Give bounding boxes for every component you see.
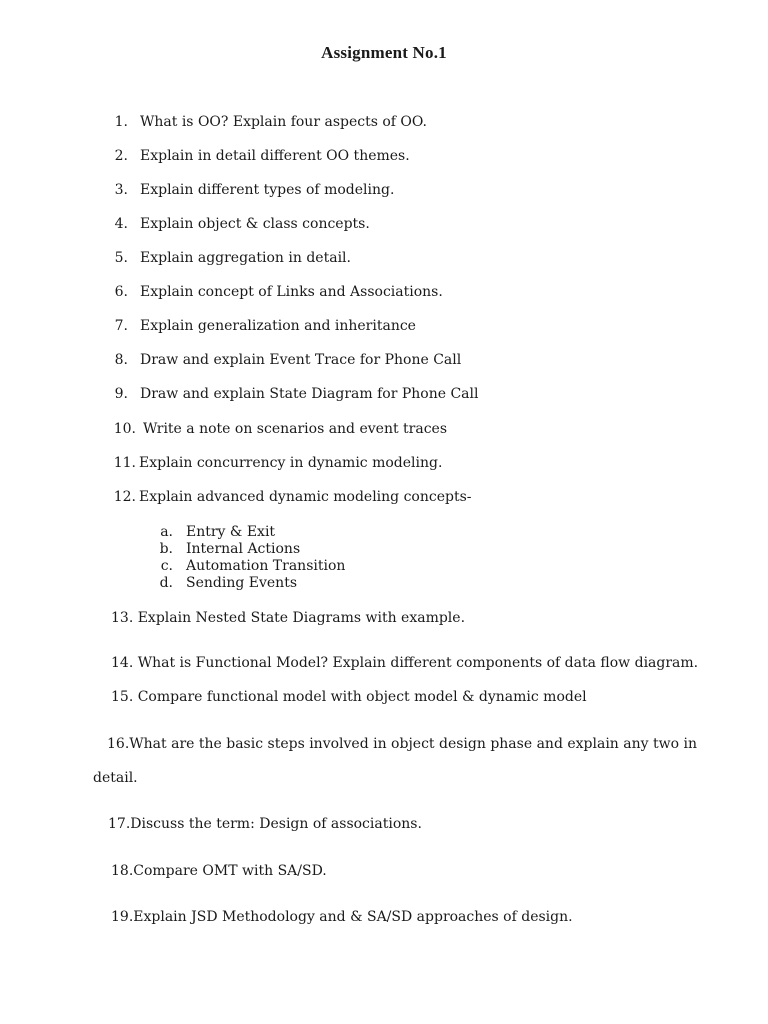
sub-item-letter: d. xyxy=(159,575,173,591)
item-number: 3. xyxy=(114,182,128,198)
list-item: 15. Compare functional model with object model & dynamic model xyxy=(111,689,587,705)
item-text: Explain aggregation in detail. xyxy=(140,250,351,266)
item-number: 10. xyxy=(113,421,136,437)
list-item: 19.Explain JSD Methodology and & SA/SD approaches of design. xyxy=(111,909,573,925)
item-text: What is OO? Explain four aspects of OO. xyxy=(140,114,427,130)
item-number: 1. xyxy=(114,114,128,130)
sub-item-text: Sending Events xyxy=(186,575,298,591)
item-number: 5. xyxy=(114,250,128,266)
item-number: 11. xyxy=(113,455,136,471)
list-item: 17.Discuss the term: Design of associations. xyxy=(108,816,422,832)
list-item: 16.What are the basic steps involved in object design phase and explain any two in xyxy=(107,736,697,752)
item-text: Explain concept of Links and Associations. xyxy=(140,284,443,300)
sub-item-text: Automation Transition xyxy=(186,558,346,574)
item-number: 4. xyxy=(114,216,128,232)
item-text: Draw and explain Event Trace for Phone Call xyxy=(140,352,462,368)
item-number: 8. xyxy=(114,352,128,368)
item-number: 6. xyxy=(114,284,128,300)
item-text: Draw and explain State Diagram for Phone Call xyxy=(140,386,479,402)
item-text: Explain concurrency in dynamic modeling. xyxy=(139,455,443,471)
item-text: Write a note on scenarios and event traces xyxy=(143,421,448,437)
item-text: Explain advanced dynamic modeling concepts- xyxy=(139,489,472,505)
sub-item-text: Internal Actions xyxy=(186,541,301,557)
list-item-continuation: detail. xyxy=(93,770,138,786)
sub-item-text: Entry & Exit xyxy=(186,524,276,540)
sub-item-letter: b. xyxy=(159,541,173,557)
item-text: Explain in detail different OO themes. xyxy=(140,148,410,164)
list-item: 18.Compare OMT with SA/SD. xyxy=(111,863,327,879)
page-title: Assignment No.1 xyxy=(321,43,447,62)
sub-item-letter: c. xyxy=(160,558,173,574)
item-text: Explain different types of modeling. xyxy=(140,182,395,198)
item-text: Explain object & class concepts. xyxy=(140,216,370,232)
list-item: 13. Explain Nested State Diagrams with example. xyxy=(111,610,466,626)
item-number: 9. xyxy=(114,386,128,402)
sub-item-letter: a. xyxy=(160,524,173,540)
item-number: 2. xyxy=(114,148,128,164)
item-number: 12. xyxy=(113,489,136,505)
list-item: 14. What is Functional Model? Explain different components of data flow diagram. xyxy=(111,655,699,671)
item-text: Explain generalization and inheritance xyxy=(140,318,416,334)
item-number: 7. xyxy=(114,318,128,334)
